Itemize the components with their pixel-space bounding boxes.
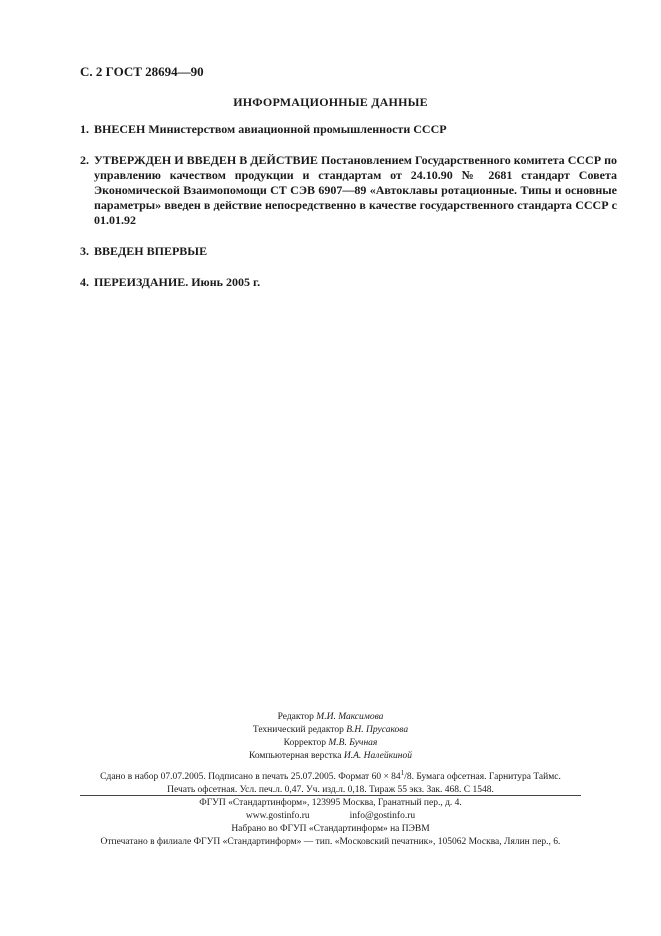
item-body [94,122,617,137]
credit-role: Компьютерная верстка [249,751,342,761]
info-item-4 [80,275,617,290]
credit-line [0,750,661,763]
credit-line [0,724,661,737]
item-lead: УТВЕРЖДЕН И ВВЕДЕН В ДЕЙСТВИЕ [94,153,318,167]
credit-name: М.В. Бучная [328,738,378,748]
credit-role: Редактор [277,712,314,722]
item-text: Постановлением Государственного комитета СССР по управлению качеством продукции и стандартам от 24.10.90 № 2681 стандарт Совета Экономической Взаимопомощи СТ СЭВ 6907—89 «Автоклавы ротационные. Типы и основные параметры» введен в действие непосредственно в качестве государственного стандарта СССР с 01.01.92 [94,153,618,227]
publisher-block [0,797,661,849]
item-text: Министерством авиационной промышленности СССР [148,122,447,136]
publisher-contacts [0,810,661,823]
credit-role: Технический редактор [252,725,344,735]
item-number: 4. [80,275,89,289]
running-head: С. 2 ГОСТ 28694—90 [80,64,204,79]
item-number: 2. [80,153,89,167]
info-item-3 [80,244,617,259]
item-lead: ПЕРЕИЗДАНИЕ. [94,275,189,289]
info-items-list [80,122,617,306]
item-body [94,275,617,290]
item-number: 3. [80,244,89,258]
imprint-sup: 1 [400,769,405,777]
info-item-2 [80,153,617,228]
imprint-line-1 [0,767,661,784]
item-number: 1. [80,122,89,136]
publisher-line-1: ФГУП «Стандартинформ», 123995 Москва, Гранатный пер., д. 4. [199,798,462,808]
item-body [94,244,617,259]
credit-line [0,737,661,750]
credit-line [0,711,661,724]
section-title: ИНФОРМАЦИОННЫЕ ДАННЫЕ [233,95,428,109]
publisher-line-3: Набрано во ФГУП «Стандартинформ» на ПЭВМ [231,824,430,834]
credits-block [0,711,661,763]
info-item-1 [80,122,617,137]
publisher-email: info@gostinfo.ru [349,811,416,821]
credit-role: Корректор [283,738,326,748]
credit-name: И.А. Налейкиной [343,751,412,761]
imprint-block [0,767,661,797]
imprint-line-2: Печать офсетная. Усл. печ.л. 0,47. Уч. изд.л. 0,18. Тираж 55 экз. Зак. 468. С 1548. [167,785,494,796]
imprint-text: Сдано в набор 07.07.2005. Подписано в печать 25.07.2005. Формат 60 × 84 [100,772,401,783]
publisher-web: www.gostinfo.ru [245,811,310,821]
imprint-text: /8. Бумага офсетная. Гарнитура Таймс. [404,772,561,783]
publisher-line-4: Отпечатано в филиале ФГУП «Стандартинформ» — тип. «Московский печатник», 105062 Москва, Лялин пер., 6. [100,837,561,847]
item-text: Июнь 2005 г. [191,275,261,289]
credit-name: В.Н. Прусакова [346,725,409,735]
credit-name: М.И. Максимова [316,712,384,722]
item-lead: ВВЕДЕН ВПЕРВЫЕ [94,244,208,258]
item-lead: ВНЕСЕН [94,122,146,136]
item-body [94,153,617,228]
divider [80,795,581,796]
